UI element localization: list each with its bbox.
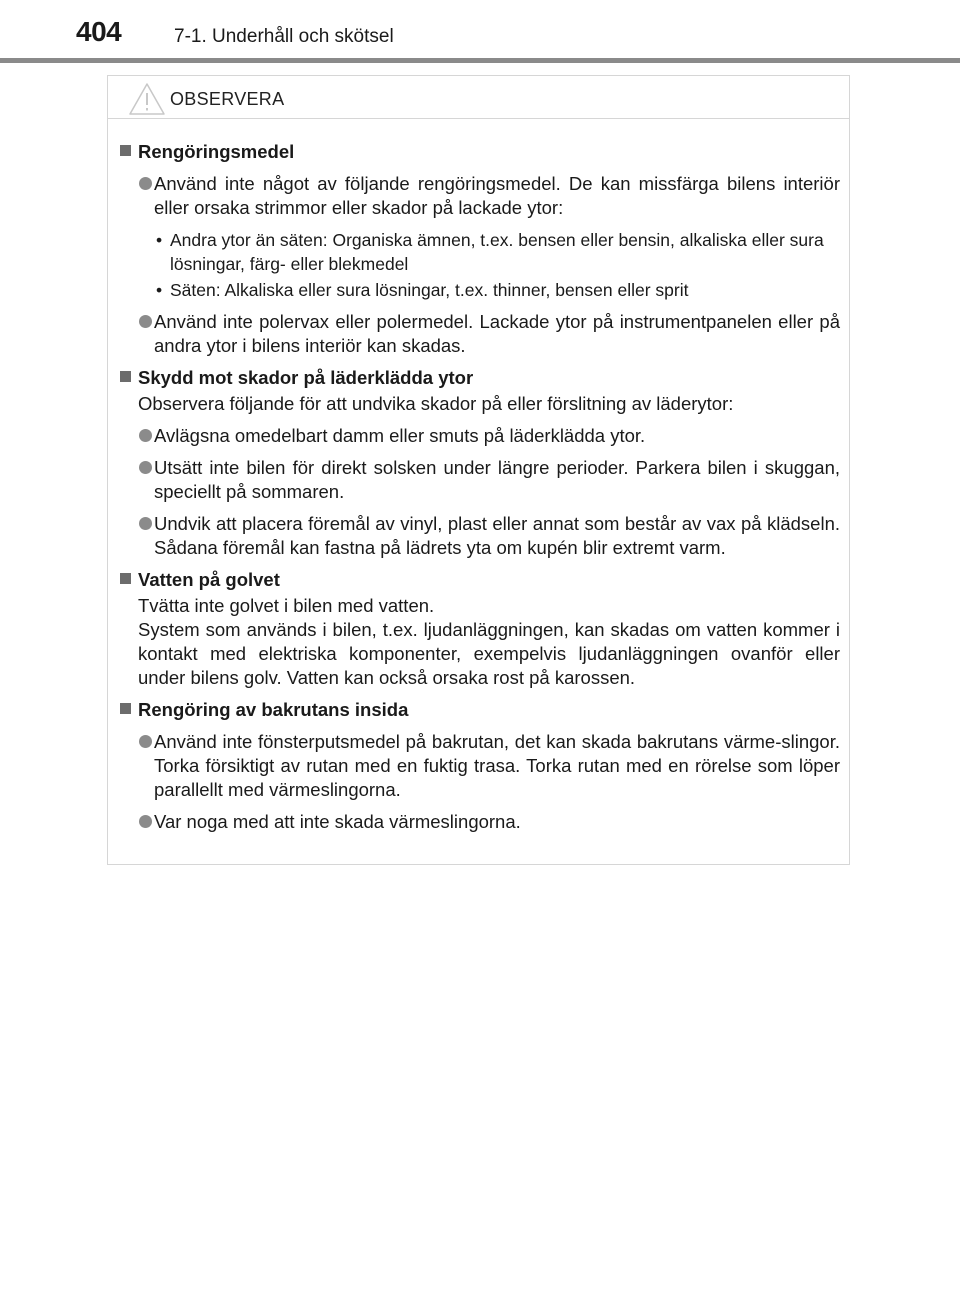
section-intro: Observera följande för att undvika skador på eller förslitning av läderytor: xyxy=(138,393,734,414)
bullet-text: Undvik att placera föremål av vinyl, plast eller annat som består av vax på klädseln. Sådana föremål kan fastna på lädrets yta om kupén blir extremt varm. xyxy=(154,513,840,558)
section-heading: Rengöringsmedel xyxy=(120,140,840,164)
bullet-text: Använd inte polervax eller polermedel. Lackade ytor på instrumentpanelen eller på andra ytor i bilens interiör kan skadas. xyxy=(154,311,840,356)
bullet-item xyxy=(120,512,840,560)
notice-content xyxy=(120,134,840,834)
bullet-dot-icon xyxy=(139,815,152,828)
bullet-dot-icon xyxy=(139,735,152,748)
sub-item-text: Andra ytor än säten: Organiska ämnen, t.ex. bensen eller bensin, alkaliska eller sura lösningar, färg- eller blekmedel xyxy=(170,230,824,274)
bullet-text: Utsätt inte bilen för direkt solsken under längre perioder. Parkera bilen i skuggan, speciellt på sommaren. xyxy=(154,457,840,502)
bullet-dot-icon xyxy=(139,315,152,328)
header-divider xyxy=(0,58,960,63)
bullet-item xyxy=(120,172,840,220)
sub-item-text: Säten: Alkaliska eller sura lösningar, t.ex. thinner, bensen eller sprit xyxy=(170,280,689,300)
sub-bullet-icon: • xyxy=(156,280,163,300)
bullet-dot-icon xyxy=(139,429,152,442)
bullet-item xyxy=(120,456,840,504)
bullet-dot-icon xyxy=(139,461,152,474)
notice-header xyxy=(108,76,849,119)
page-number: 404 xyxy=(76,16,122,47)
bullet-item xyxy=(120,424,840,448)
section-line: System som används i bilen, t.ex. ljudanläggningen, kan skadas om vatten kommer i kontakt med elektriska komponenter, exempelvis ljudanläggningen ovanför eller under bilens golv. Vatten kan också orsaka rost på karossen. xyxy=(138,619,840,688)
sub-item xyxy=(120,228,840,276)
bullet-text: Avlägsna omedelbart damm eller smuts på läderklädda ytor. xyxy=(154,425,646,446)
bullet-item xyxy=(120,730,840,802)
sub-item xyxy=(120,278,840,302)
bullet-text: Använd inte fönsterputsmedel på bakrutan, det kan skada bakrutans värme-slingor. Torka försiktigt av rutan med en fuktig trasa. Torka rutan med en rörelse som löper parallellt med värmeslingorna. xyxy=(154,731,840,800)
warning-triangle-icon xyxy=(128,82,166,116)
bullet-item xyxy=(120,810,840,834)
section-line: Tvätta inte golvet i bilen med vatten. xyxy=(138,595,435,616)
bullet-dot-icon xyxy=(139,177,152,190)
sub-bullet-icon: • xyxy=(156,230,163,250)
page-header xyxy=(0,0,960,60)
bullet-text: Var noga med att inte skada värmeslingorna. xyxy=(154,811,521,832)
bullet-text: Använd inte något av följande rengöringsmedel. De kan missfärga bilens interiör eller orsaka strimmor eller skador på lackade ytor: xyxy=(154,173,840,218)
section-heading: Rengöring av bakrutans insida xyxy=(120,698,840,722)
section-heading: Skydd mot skador på läderklädda ytor xyxy=(120,366,840,390)
bullet-dot-icon xyxy=(139,517,152,530)
notice-title: OBSERVERA xyxy=(170,89,285,109)
notice-box xyxy=(107,75,850,865)
section-title: 7-1. Underhåll och skötsel xyxy=(174,26,394,47)
section-heading: Vatten på golvet xyxy=(120,568,840,592)
bullet-item xyxy=(120,310,840,358)
